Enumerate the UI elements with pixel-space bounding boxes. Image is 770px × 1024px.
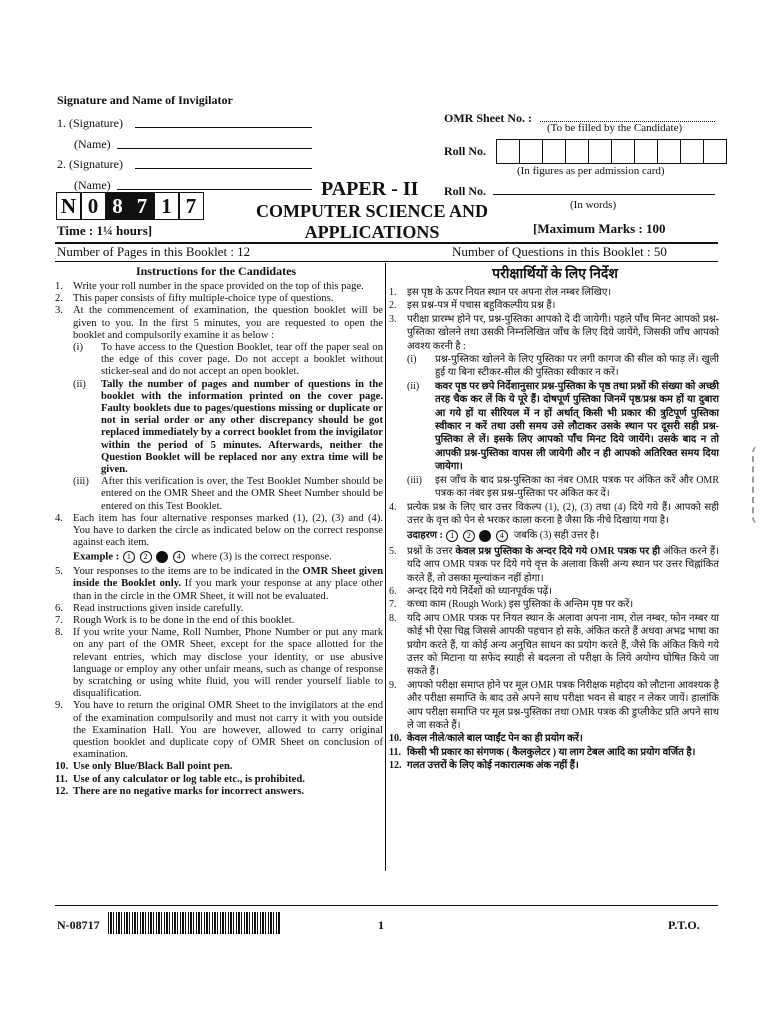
option-circle: 2 bbox=[140, 551, 152, 563]
list-item: (iii) After this verification is over, the Test Booklet Number should be entered on the OMR Sheet and the OMR Sheet Number should be entered on this Test Booklet. bbox=[73, 476, 383, 512]
roll-box bbox=[634, 139, 658, 164]
roll-box bbox=[496, 139, 520, 164]
code-digit: 8 bbox=[105, 192, 131, 220]
option-circle: 2 bbox=[463, 530, 475, 542]
code-digit: N bbox=[56, 192, 82, 220]
omr-sheet-label: OMR Sheet No. : bbox=[444, 111, 532, 125]
list-item: 1. Write your roll number in the space provided on the top of this page. bbox=[55, 281, 364, 292]
subject-title: COMPUTER SCIENCE AND APPLICATIONS bbox=[255, 201, 489, 242]
signature-2-line bbox=[135, 168, 312, 169]
list-item: 7. कच्चा काम (Rough Work) इस पुस्तिका के अन्तिम पृष्ठ पर करें। bbox=[389, 599, 634, 611]
list-item: 10. Use only Blue/Black Ball point pen. bbox=[55, 761, 233, 773]
option-circle: 1 bbox=[446, 530, 458, 542]
hindi-instructions bbox=[389, 286, 719, 773]
list-item: 5. Your responses to the items are to be indicated in the OMR Sheet given inside the Booklet only. If you mark your response at any place other than in the circle in the OMR Sheet, it will not be evaluated. bbox=[55, 566, 383, 602]
option-circle: 4 bbox=[496, 530, 508, 542]
list-item: 12. गलत उत्तरों के लिए कोई नकारात्मक अंक नहीं हैं। bbox=[389, 760, 579, 772]
example-row: Example : 1 2 4 where (3) is the correct response. bbox=[73, 551, 332, 563]
roll-box bbox=[565, 139, 589, 164]
list-item: 8. यदि आप OMR पत्रक पर नियत स्थान के अलावा अपना नाम, रोल नम्बर, फोन नम्बर या कोई भी ऐसा चिह्न जिससे आपकी पहचान हो सके, अंकित करते हैं अथवा अभद्र भाषा का प्रयोग करते हैं, या कोई अन्य अनुचित साधन का प्रयोग करते हैं, जैसे कि अंकित किये गये उत्तर को मिटाना या सफेद स्याही से बदलना तो परीक्षा के लिये अयोग्य घोषित किये जा सकते हैं। bbox=[389, 612, 719, 678]
english-instructions bbox=[55, 281, 383, 798]
max-marks-label: [Maximum Marks : 100 bbox=[533, 221, 666, 236]
filled-circle bbox=[156, 551, 168, 563]
roll-no-words-line bbox=[493, 194, 715, 195]
list-item: 10. केवल नीले/काले बाल प्वाईंट पेन का ही प्रयोग करें। bbox=[389, 733, 583, 745]
name-2-line bbox=[117, 189, 312, 190]
pages-count: Number of Pages in this Booklet : 12 bbox=[57, 244, 251, 259]
list-item: 2. This paper consists of fifty multiple-choice type of questions. bbox=[55, 293, 334, 305]
signature-1-line bbox=[135, 127, 312, 128]
footer-divider bbox=[55, 905, 718, 906]
questions-count: Number of Questions in this Booklet : 50 bbox=[452, 244, 667, 259]
list-item: (i) To have access to the Question Booklet, tear off the paper seal on the edge of this cover page. Do not accept a booklet without sticker-seal and do not accept an open booklet. bbox=[73, 342, 383, 378]
code-digit: 7 bbox=[129, 192, 155, 220]
roll-no-label: Roll No. bbox=[444, 144, 486, 158]
invigilator-heading: Signature and Name of Invigilator bbox=[57, 93, 233, 107]
list-item: 9. आपको परीक्षा समाप्त होने पर मूल OMR पत्रक निरीक्षक महोदय को लौटाना आवश्यक है और परीक्षा समाप्ति के बाद उसे अपने साथ परीक्षा भवन से बाहर न लेकर जायें। हालांकि आप परीक्षा समाप्ति पर मूल प्रश्न-पुस्तिका तथा OMR पत्रक की डुप्लीकेट प्रति अपने साथ ले जा सकते हैं। bbox=[389, 679, 719, 731]
roll-box bbox=[611, 139, 635, 164]
roll-box bbox=[680, 139, 704, 164]
column-separator bbox=[385, 263, 386, 871]
list-item: 6. अन्दर दिये गये निर्देशों को ध्यानपूर्वक पढ़ें। bbox=[389, 585, 553, 597]
code-digit: 1 bbox=[154, 192, 180, 220]
list-item: (iii) इस जाँच के बाद प्रश्न-पुस्तिका का नंबर OMR पत्रक पर अंकित करें और OMR पत्रक का नंबर इस प्रश्न-पुस्तिका पर अंकित कर दें। bbox=[407, 474, 719, 500]
roll-no-note: (In figures as per admission card) bbox=[517, 165, 665, 177]
list-item: 3. परीक्षा प्रारम्भ होने पर, प्रश्न-पुस्तिका आपको दे दी जायेगी। पहले पाँच मिनट आपको प्रश्न-पुस्तिका खोलने तथा उसकी निम्नलिखित जाँच के लिए दिये जायेंगे, जिसकी जाँच आपको अवश्य करनी है : bbox=[389, 313, 719, 352]
roll-box bbox=[542, 139, 566, 164]
list-item: 4. प्रत्येक प्रश्न के लिए चार उत्तर विकल्प (1), (2), (3) तथा (4) दिये गये हैं। आपको सही उत्तर के वृत्त को पेन से भरकर काला करना है जैसा कि नीचे दिखाया गया है। bbox=[389, 501, 719, 526]
in-words-note: (In words) bbox=[570, 199, 617, 211]
barcode bbox=[108, 912, 280, 934]
paper-title: PAPER - II bbox=[321, 178, 419, 200]
code-digit: 7 bbox=[178, 192, 204, 220]
omr-note: (To be filled by the Candidate) bbox=[547, 122, 683, 134]
time-label: Time : 1¼ hours] bbox=[57, 223, 153, 238]
divider bbox=[55, 261, 718, 262]
list-item: 11. किसी भी प्रकार का संगणक ( कैलकुलेटर ) या लाग टेबल आदि का प्रयोग वर्जित है। bbox=[389, 746, 696, 758]
roll-box bbox=[703, 139, 727, 164]
list-item: 12. There are no negative marks for incorrect answers. bbox=[55, 785, 305, 797]
signature-1-label: 1. (Signature) bbox=[57, 116, 123, 130]
list-item: 4. Each item has four alternative responses marked (1), (2), (3) and (4). You have to darken the circle as indicated below on the correct response against each item. bbox=[55, 512, 383, 549]
name-2-label: (Name) bbox=[74, 178, 111, 192]
list-item: (i) प्रश्न-पुस्तिका खोलने के लिए पुस्तिका पर लगी कागज की सील को फाड़ लें। खुली हुई या बिना स्टीकर-सील की पुस्तिका स्वीकार न करें। bbox=[407, 354, 719, 379]
pto-label: P.T.O. bbox=[668, 918, 700, 932]
roll-no-words-label: Roll No. bbox=[444, 184, 486, 198]
hindi-instructions-title: परीक्षार्थियों के लिए निर्देश bbox=[492, 267, 618, 282]
name-1-label: (Name) bbox=[74, 137, 111, 151]
page-edge-mark bbox=[752, 445, 770, 525]
list-item: (ii) Tally the number of pages and number of questions in the booklet with the information printed on the cover page. Faulty booklets due to pages/questions missing or duplicate or not in serial order or any other discrepancy should be got replaced immediately by a correct booklet from the invigilator within the period of 5 minutes. Afterwards, neither the Question Booklet will be replaced nor any extra time will be given. bbox=[73, 378, 383, 476]
roll-no-boxes bbox=[497, 139, 727, 164]
roll-box bbox=[588, 139, 612, 164]
code-digit: 0 bbox=[80, 192, 106, 220]
list-item: 7. Rough Work is to be done in the end of this booklet. bbox=[55, 614, 295, 626]
booklet-code bbox=[57, 192, 204, 220]
page-number: 1 bbox=[378, 918, 384, 932]
list-item: (ii) कवर पृष्ठ पर छपे निर्देशानुसार प्रश्न-पुस्तिका के पृष्ठ तथा प्रश्नों की संख्या को अच्छी तरह चैक कर लें कि ये पूरे हैं। दोषपूर्ण पुस्तिका जिनमें पृष्ठ/प्रश्न कम हों या दुबारा आ गये हों या सीरियल में न हों अर्थात् किसी भी प्रकार की त्रुटिपूर्ण पुस्तिका स्वीकार न करें तथा उसी समय उसे लौटाकर उसके स्थान पर दूसरी सही प्रश्न-पुस्तिका ले लें। इसके लिए आपको पाँच मिनट दिये जायेंगे। उसके बाद न तो आपकी प्रश्न-पुस्तिका वापस ली जायेगी और न ही आपको अतिरिक्त समय दिया जायेगा। bbox=[407, 380, 719, 473]
list-item: 3. At the commencement of examination, the question booklet will be given to you. In the first 5 minutes, you are requested to open the booklet and compulsorily examine it as below : bbox=[55, 305, 383, 341]
roll-box bbox=[657, 139, 681, 164]
name-1-line bbox=[117, 148, 312, 149]
signature-2-label: 2. (Signature) bbox=[57, 157, 123, 171]
english-instructions-title: Instructions for the Candidates bbox=[135, 264, 297, 278]
footer-code: N-08717 bbox=[57, 918, 100, 932]
list-item: 1. इस पृष्ठ के ऊपर नियत स्थान पर अपना रोल नम्बर लिखिए। bbox=[389, 287, 612, 298]
list-item: 9. You have to return the original OMR Sheet to the invigilators at the end of the examination compulsorily and must not carry it with you outside the Examination Hall. You are however, allowed to carry original question booklet and duplicate copy of OMR Sheet on conclusion of examination. bbox=[55, 700, 383, 761]
list-item: 8. If you write your Name, Roll Number, Phone Number or put any mark on any part of the OMR Sheet, except for the space allotted for the relevant entries, which may disclose your identity, or use abusive language or employ any other unfair means, such as change of response by scratching or using white fluid, you will render yourself liable to disqualification. bbox=[55, 627, 383, 700]
example-row: उदाहरण : 1 2 4 जबकि (3) सही उत्तर है। bbox=[407, 530, 600, 542]
list-item: 2. इस प्रश्न-पत्र में पचास बहुविकल्पीय प्रश्न हैं। bbox=[389, 300, 556, 312]
list-item: 11. Use of any calculator or log table etc., is prohibited. bbox=[55, 773, 305, 785]
list-item: 5. प्रश्नों के उत्तर केवल प्रश्न पुस्तिका के अन्दर दिये गये OMR पत्रक पर ही अंकित करने हैं। यदि आप OMR पत्रक पर दिये गये वृत्त के अलावा किसी अन्य स्थान पर उत्तर चिह्नांकित करते हैं, तो उसका मूल्यांकन नहीं होगा। bbox=[389, 545, 720, 584]
option-circle: 4 bbox=[173, 551, 185, 563]
filled-circle bbox=[479, 530, 491, 542]
list-item: 6. Read instructions given inside carefully. bbox=[55, 602, 244, 614]
option-circle: 1 bbox=[123, 551, 135, 563]
roll-box bbox=[519, 139, 543, 164]
